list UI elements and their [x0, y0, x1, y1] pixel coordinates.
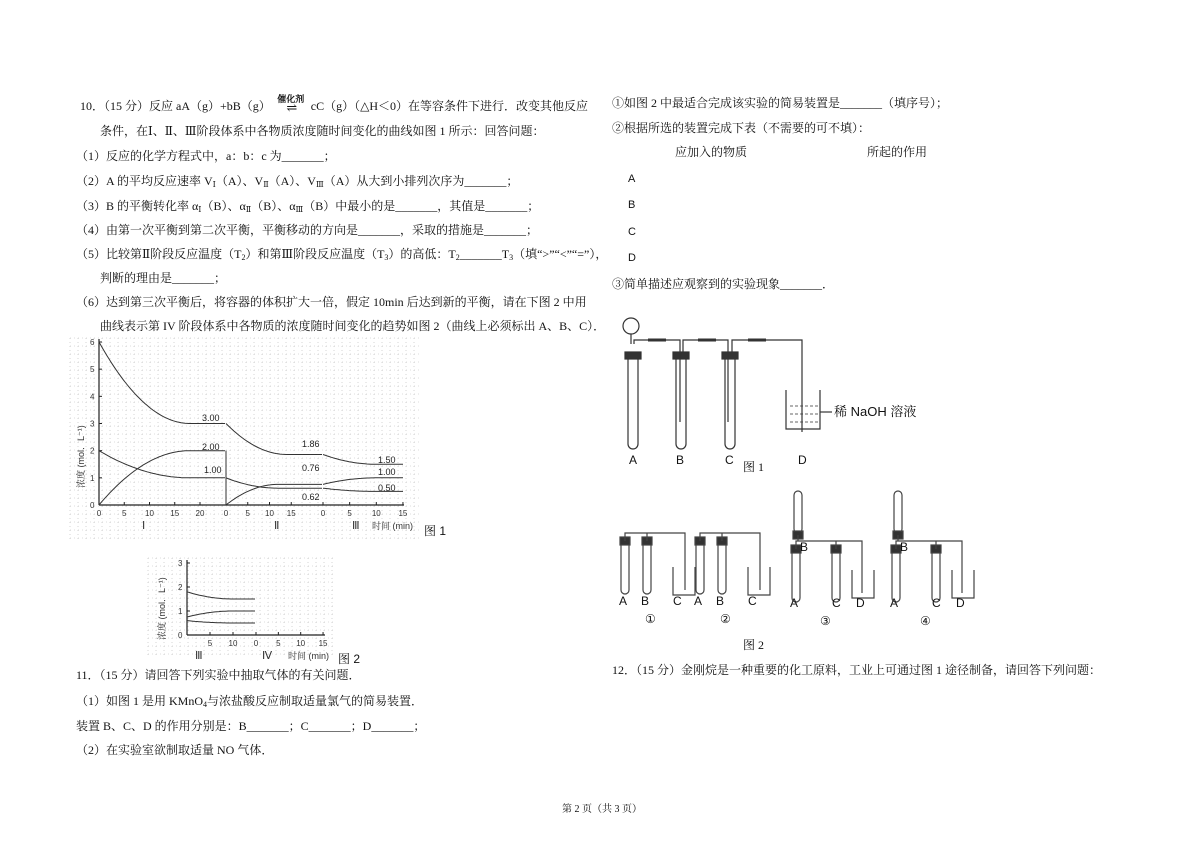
apparatus-label: C	[932, 596, 941, 610]
text: （A）、V	[268, 174, 316, 188]
x-tick-label: 10	[265, 509, 274, 518]
sub: Ⅰ	[212, 180, 216, 189]
apparatus-label: ④	[920, 614, 931, 628]
apparatus-label: A	[790, 596, 799, 610]
sub: 2	[455, 253, 460, 262]
test-tube-a	[628, 357, 638, 449]
sub: Ⅱ	[245, 205, 252, 214]
y-tick-label: 6	[90, 338, 95, 347]
solution-level	[790, 406, 818, 422]
data-label: 0.76	[302, 463, 320, 473]
x-tick-label: 0	[223, 509, 229, 518]
apparatus-label: A	[694, 594, 703, 608]
sub: Ⅱ	[263, 180, 269, 189]
test-tube	[643, 545, 651, 594]
text: 与浓盐酸反应制取适量氯气的简易装置．	[207, 694, 424, 708]
beaker-d	[786, 390, 820, 429]
series-B-line	[226, 478, 322, 488]
apparatus-label: C	[832, 596, 841, 610]
sub: 3	[384, 253, 389, 262]
y-tick-label: 3	[178, 559, 183, 568]
x-axis-label: 时间 (min)	[288, 651, 329, 661]
glass-tubing	[634, 340, 802, 432]
catalyst-label: 催化剂	[277, 94, 305, 104]
page-footer: 第 2 页（共 3 页）	[562, 804, 642, 815]
text: （1）如图 1 是用 KMnO	[76, 694, 204, 708]
y-axis-label: 浓度 (mol．L⁻¹)	[76, 425, 86, 488]
figure-caption: 图 1	[424, 524, 447, 538]
q10-part5-reason: 判断的理由是_______；	[100, 271, 227, 285]
x-tick-label: 0	[320, 509, 326, 518]
test-tube	[696, 545, 704, 594]
naoh-label: 稀 NaOH 溶液	[834, 404, 917, 419]
text: （B）、α	[251, 199, 296, 213]
apparatus-fig1-caption: 图 1	[743, 460, 765, 474]
q11-part2: （2）在实验室欲制取适量 NO 气体．	[76, 743, 274, 757]
label-b: B	[676, 453, 685, 467]
q11-title: 11．（15 分）请回答下列实验中抽取气体的有关问题．	[76, 668, 361, 682]
x-tick-label: 15	[318, 639, 328, 648]
test-tube-c	[725, 357, 735, 449]
test-tube	[718, 545, 726, 594]
apparatus-label: B	[900, 540, 909, 554]
x-tick-label: 10	[371, 509, 381, 518]
apparatus-fig2-caption: 图 2	[743, 638, 765, 652]
text: （B）中最小的是_______，其值是_______；	[303, 199, 540, 213]
beaker	[748, 567, 770, 595]
apparatus-label: D	[956, 596, 965, 610]
text: _______T	[459, 247, 510, 261]
test-tube	[621, 545, 629, 594]
stage-label: Ⅳ	[262, 650, 273, 662]
stage-label: Ⅲ	[195, 650, 203, 662]
x-tick-label: 10	[145, 509, 154, 518]
separatory-funnel-icon	[623, 318, 639, 334]
inverted-tube-b	[794, 491, 802, 533]
apparatus-label: ①	[645, 612, 656, 626]
stopper	[625, 352, 641, 359]
glass-tubing	[625, 533, 685, 590]
sub: 3	[509, 253, 514, 262]
stage-label: Ⅰ	[142, 520, 146, 532]
table-row-label: B	[628, 199, 636, 211]
apparatus-fig2	[605, 485, 985, 628]
apparatus-label: ②	[720, 612, 731, 626]
y-tick-label: 0	[90, 501, 95, 510]
text: ）和第Ⅲ阶段反应温度（T	[245, 247, 385, 261]
stopper	[722, 352, 738, 359]
data-label: 1.86	[302, 439, 320, 449]
data-label: 0.50	[378, 483, 396, 493]
x-tick-label: 15	[170, 509, 180, 518]
text: （填“>”“<”“=”），	[513, 247, 608, 261]
x-tick-label: 0	[96, 509, 102, 518]
sub: Ⅲ	[295, 205, 304, 214]
sub: Ⅰ	[198, 205, 202, 214]
table-row-label: C	[628, 226, 636, 238]
x-tick-label: 5	[245, 509, 250, 518]
data-label: 1.50	[378, 455, 396, 465]
q11-sub2: ②根据所选的装置完成下表（不需要的可不填）：	[612, 121, 871, 135]
data-label: 1.00	[204, 465, 222, 475]
sub: 4	[203, 700, 208, 709]
text: （A）、V	[215, 174, 264, 188]
data-label: 0.62	[302, 492, 320, 502]
apparatus-label: D	[856, 596, 865, 610]
beaker	[952, 570, 974, 598]
figure-caption: 图 2	[338, 652, 361, 666]
test-tube-b	[676, 357, 686, 449]
x-axis-label: 时间 (min)	[372, 521, 413, 531]
data-label: 1.00	[378, 467, 396, 477]
q11-sub3: ③简单描述应观察到的实验现象_______．	[612, 277, 835, 291]
table-row-label: A	[628, 173, 636, 185]
label-c: C	[725, 453, 734, 467]
q10-part4: （4）由第一次平衡到第二次平衡，平衡移动的方向是_______，采取的措施是_______；	[76, 223, 539, 237]
beaker	[673, 567, 695, 595]
data-label: 3.00	[202, 413, 220, 423]
x-tick-label: 5	[122, 509, 127, 518]
inverted-tube-b	[894, 491, 902, 533]
q11-sub1: ①如图 2 中最适合完成该实验的简易装置是_______（填序号）；	[612, 96, 949, 110]
x-tick-label: 5	[207, 639, 213, 648]
test-tube	[892, 553, 900, 602]
beaker	[852, 570, 874, 598]
text: ）的高低：T	[388, 247, 456, 261]
glass-tubing	[700, 533, 760, 590]
apparatus-label: B	[641, 594, 650, 608]
apparatus-label: A	[619, 594, 628, 608]
y-tick-label: 1	[90, 473, 95, 483]
table-header-substance: 应加入的物质	[675, 145, 748, 159]
apparatus-label: C	[673, 594, 682, 608]
stage-label: Ⅱ	[274, 520, 280, 532]
y-tick-label: 4	[90, 392, 95, 402]
stage-label: Ⅲ	[352, 520, 360, 532]
text: （3）B 的平衡转化率 α	[76, 199, 199, 213]
q10-text: cC（g）（△H＜0）在等容条件下进行．改变其他反应	[310, 99, 588, 113]
q11-part1-devices: 装置 B、C、D 的作用分别是：B_______；C_______；D_______；	[76, 719, 426, 733]
q10-text: 10．（15 分）反应 aA（g）+bB（g）	[80, 99, 271, 113]
test-tube	[792, 553, 800, 602]
x-tick-label: 15	[398, 509, 408, 518]
data-label: 2.00	[202, 442, 220, 452]
test-tube	[932, 553, 940, 602]
y-tick-label: 2	[178, 583, 183, 592]
x-tick-label: 15	[286, 509, 296, 518]
text: （B）、α	[201, 199, 246, 213]
table-header-function: 所起的作用	[867, 145, 928, 159]
stopper	[673, 352, 689, 359]
y-tick-label: 3	[90, 419, 95, 429]
q10-line2: 条件，在Ⅰ、Ⅱ、Ⅲ阶段体系中各物质浓度随时间变化的曲线如图 1 所示：回答问题：	[100, 124, 545, 138]
label-a: A	[629, 453, 638, 467]
y-axis-label: 浓度 (mol．L⁻¹)	[157, 577, 167, 640]
y-tick-label: 1	[178, 607, 183, 616]
text: （A）从大到小排列次序为_______；	[323, 174, 519, 188]
text: （5）比较第Ⅱ阶段反应温度（T	[76, 247, 242, 261]
test-tube	[832, 553, 840, 602]
apparatus-label: ③	[820, 614, 831, 628]
q10-part1: （1）反应的化学方程式中，a：b：c 为_______；	[76, 149, 336, 163]
x-tick-label: 20	[195, 509, 205, 518]
x-tick-label: 5	[347, 509, 352, 518]
apparatus-label: B	[800, 540, 809, 554]
y-tick-label: 5	[90, 365, 95, 375]
q10-part6-line2: 曲线表示第 IV 阶段体系中各物质的浓度随时间变化的趋势如图 2（曲线上必须标出 A、B、C）．	[100, 319, 606, 333]
x-tick-label: 10	[296, 639, 306, 648]
apparatus-label: B	[716, 594, 725, 608]
x-tick-label: 10	[228, 639, 238, 648]
y-tick-label: 0	[178, 631, 183, 640]
x-tick-label: 5	[276, 639, 281, 648]
x-tick-label: 0	[253, 639, 259, 648]
sub: Ⅲ	[315, 180, 324, 189]
apparatus-label: A	[890, 596, 899, 610]
equilibrium-arrow-icon: ⇌	[286, 100, 296, 115]
label-d: D	[798, 453, 807, 467]
y-tick-label: 2	[90, 446, 95, 456]
table-row-label: D	[628, 252, 636, 264]
text: （2）A 的平均反应速率 V	[76, 174, 213, 188]
apparatus-label: C	[748, 594, 757, 608]
q10-part6: （6）达到第三次平衡后，将容器的体积扩大一倍，假定 10min 后达到新的平衡，请在下图 2 中用	[76, 295, 587, 309]
sub: 2	[241, 253, 246, 262]
apparatus-fig1	[620, 312, 920, 472]
q12-title: 12．（15 分）金刚烷是一种重要的化工原料，工业上可通过图 1 途径制备，请回答下列问题：	[612, 663, 1102, 677]
q11-part1	[76, 693, 423, 713]
